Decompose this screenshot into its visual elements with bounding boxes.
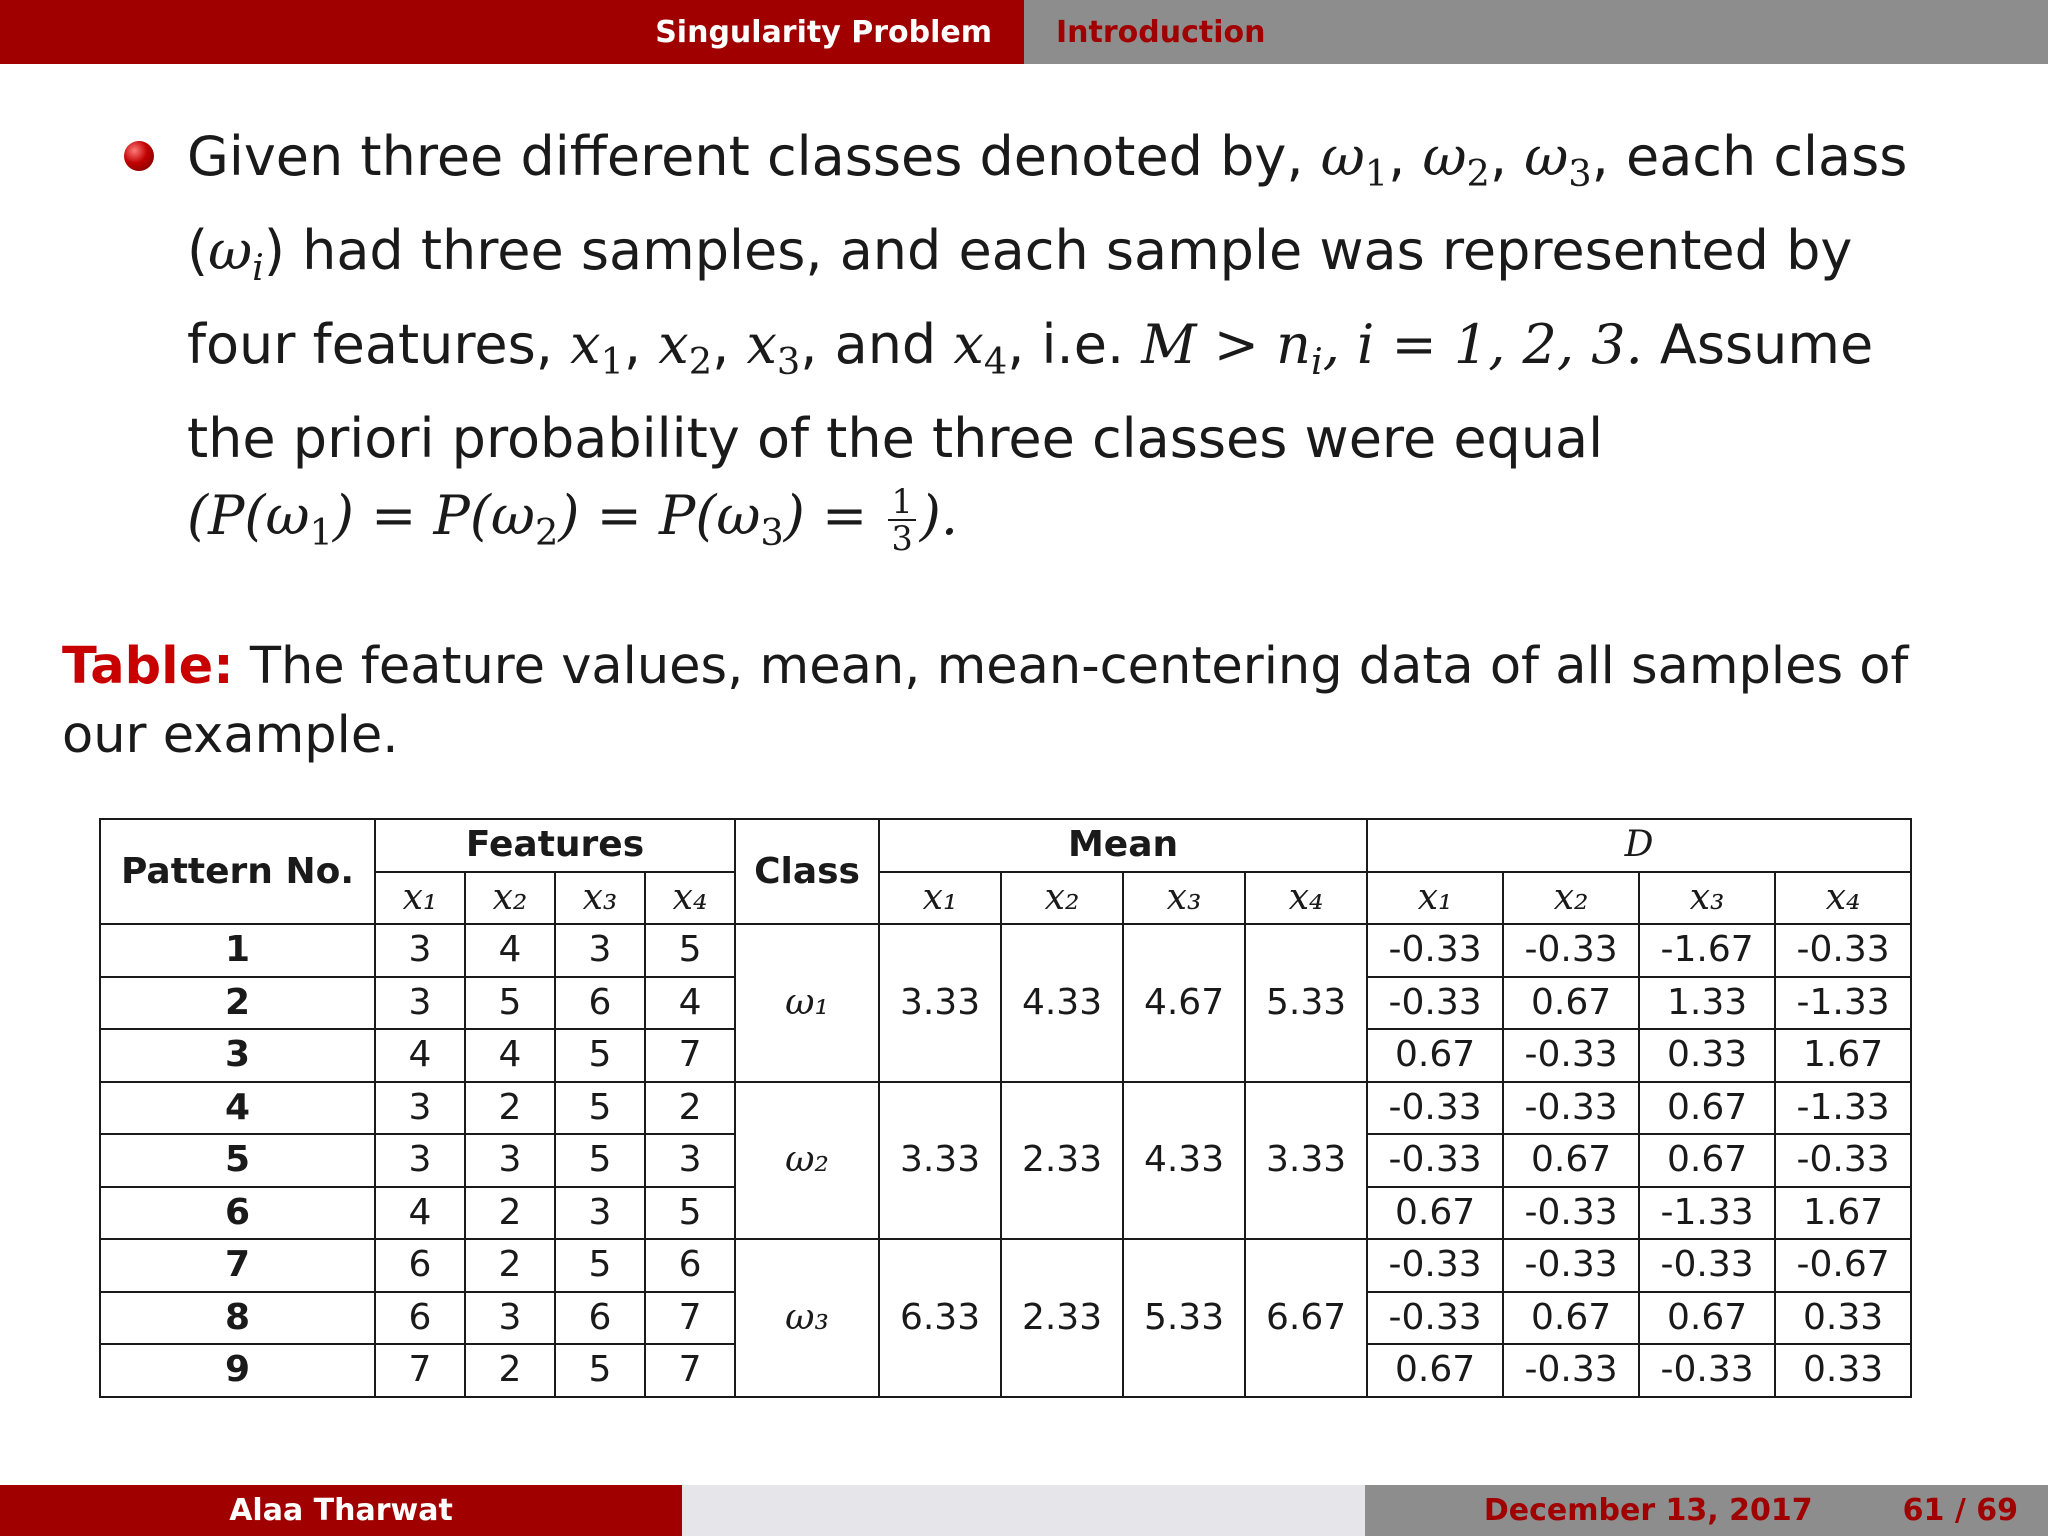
footer-date: December 13, 2017 — [1483, 1493, 1813, 1528]
d-value: -0.33 — [1503, 1239, 1639, 1292]
d-value: -0.33 — [1775, 1134, 1911, 1187]
header-class: Class — [735, 819, 879, 924]
mean-value: 5.33 — [1123, 1239, 1245, 1397]
feature-value: 3 — [375, 977, 465, 1030]
d-value: 0.67 — [1367, 1029, 1503, 1082]
pattern-no: 2 — [100, 977, 375, 1030]
mean-value: 4.67 — [1123, 924, 1245, 1082]
feature-value: 3 — [375, 924, 465, 977]
footer-author-box — [0, 1485, 682, 1536]
subheader-mean-x1: x₁ — [879, 872, 1001, 925]
subheader-d-x4: x₄ — [1775, 872, 1911, 925]
feature-value: 6 — [375, 1292, 465, 1345]
pattern-no: 9 — [100, 1344, 375, 1397]
bullet-ball-icon — [124, 141, 154, 171]
feature-value: 6 — [375, 1239, 465, 1292]
feature-value: 7 — [375, 1344, 465, 1397]
feature-value: 2 — [465, 1082, 555, 1135]
table-row — [100, 924, 1911, 977]
d-value: 0.33 — [1775, 1292, 1911, 1345]
d-value: 0.67 — [1503, 1134, 1639, 1187]
table-header-row — [100, 819, 1911, 872]
subheader-d-x3: x₃ — [1639, 872, 1775, 925]
pattern-no: 4 — [100, 1082, 375, 1135]
d-value: 1.33 — [1639, 977, 1775, 1030]
d-value: 1.67 — [1775, 1187, 1911, 1240]
d-value: 0.67 — [1639, 1082, 1775, 1135]
feature-value: 5 — [465, 977, 555, 1030]
bullet-point — [124, 118, 1954, 571]
subheader-mean-x3: x₃ — [1123, 872, 1245, 925]
feature-value: 6 — [645, 1239, 735, 1292]
d-value: -0.33 — [1503, 1344, 1639, 1397]
feature-value: 2 — [465, 1239, 555, 1292]
nav-section-title[interactable]: Singularity Problem — [655, 14, 992, 50]
mean-value: 2.33 — [1001, 1239, 1123, 1397]
table-caption — [62, 632, 1962, 770]
d-value: 0.67 — [1639, 1292, 1775, 1345]
d-value: 1.67 — [1775, 1029, 1911, 1082]
subheader-feature-x4: x₄ — [645, 872, 735, 925]
d-value: -1.33 — [1775, 1082, 1911, 1135]
d-value: -0.33 — [1775, 924, 1911, 977]
feature-value: 2 — [465, 1344, 555, 1397]
d-value: -1.67 — [1639, 924, 1775, 977]
subheader-d-x2: x₂ — [1503, 872, 1639, 925]
feature-value: 5 — [555, 1082, 645, 1135]
class-label: ω₁ — [735, 924, 879, 1082]
feature-value: 3 — [555, 1187, 645, 1240]
header-pattern-no: Pattern No. — [100, 819, 375, 924]
header-d: D — [1367, 819, 1911, 872]
fraction-one-third: $\frac{1}{3}$ — [888, 484, 915, 556]
nav-subsection — [1024, 0, 2048, 64]
table-row — [100, 1082, 1911, 1135]
d-value: -0.33 — [1639, 1239, 1775, 1292]
table-row — [100, 1239, 1911, 1292]
d-value: -0.33 — [1639, 1344, 1775, 1397]
feature-value: 5 — [645, 924, 735, 977]
pattern-no: 6 — [100, 1187, 375, 1240]
feature-value: 6 — [555, 1292, 645, 1345]
d-value: 0.33 — [1775, 1344, 1911, 1397]
feature-value: 5 — [555, 1344, 645, 1397]
d-value: 0.67 — [1503, 1292, 1639, 1345]
footer-bar — [0, 1485, 2048, 1536]
pattern-no: 7 — [100, 1239, 375, 1292]
d-value: 0.67 — [1503, 977, 1639, 1030]
feature-value: 3 — [375, 1134, 465, 1187]
top-navigation-bar — [0, 0, 2048, 64]
pattern-no: 5 — [100, 1134, 375, 1187]
footer-author: Alaa Tharwat — [229, 1493, 453, 1528]
d-value: 0.67 — [1367, 1344, 1503, 1397]
subheader-mean-x2: x₂ — [1001, 872, 1123, 925]
mean-value: 6.67 — [1245, 1239, 1367, 1397]
feature-value: 3 — [465, 1292, 555, 1345]
subheader-mean-x4: x₄ — [1245, 872, 1367, 925]
feature-value: 4 — [375, 1029, 465, 1082]
feature-value: 2 — [465, 1187, 555, 1240]
footer-date-box — [1365, 1485, 2048, 1536]
feature-table — [99, 818, 1912, 1398]
feature-value: 3 — [555, 924, 645, 977]
feature-value: 5 — [645, 1187, 735, 1240]
d-value: -0.33 — [1367, 1292, 1503, 1345]
header-mean: Mean — [879, 819, 1367, 872]
feature-value: 7 — [645, 1029, 735, 1082]
caption-text: The feature values, mean, mean-centering data of all samples of our example. — [62, 637, 1909, 765]
feature-value: 4 — [465, 1029, 555, 1082]
d-value: -0.33 — [1367, 924, 1503, 977]
subheader-feature-x2: x₂ — [465, 872, 555, 925]
subheader-feature-x1: x₁ — [375, 872, 465, 925]
d-value: -0.33 — [1503, 1187, 1639, 1240]
feature-value: 3 — [465, 1134, 555, 1187]
feature-value: 6 — [555, 977, 645, 1030]
mean-value: 2.33 — [1001, 1082, 1123, 1240]
d-value: -0.33 — [1367, 1239, 1503, 1292]
footer-page-number: 61 / 69 — [1902, 1493, 2018, 1528]
feature-value: 7 — [645, 1292, 735, 1345]
feature-value: 2 — [645, 1082, 735, 1135]
d-value: -1.33 — [1639, 1187, 1775, 1240]
bullet-text: Given three different classes denoted by, $\omega_1$, $\omega_2$, $\omega_3$, each class $(\omega_i)$ had three samples, and each sample was represented by four features, $x_1$, $x_2$, $x_3$, and $x_4$, i.e. $M > n_i$, i = 1, 2, 3. Assume the priori probability of the three classes were equal ($P(\omega_1) = P(\omega_2) = P(\omega_3)$ = $\frac{1}{3}$ ). — [187, 125, 1908, 559]
feature-value: 4 — [645, 977, 735, 1030]
d-value: -0.33 — [1367, 977, 1503, 1030]
mean-value: 4.33 — [1001, 924, 1123, 1082]
feature-value: 4 — [465, 924, 555, 977]
feature-value: 7 — [645, 1344, 735, 1397]
mean-value: 4.33 — [1123, 1082, 1245, 1240]
feature-value: 5 — [555, 1134, 645, 1187]
mean-value: 3.33 — [1245, 1082, 1367, 1240]
d-value: 0.67 — [1639, 1134, 1775, 1187]
mean-value: 6.33 — [879, 1239, 1001, 1397]
feature-value: 3 — [645, 1134, 735, 1187]
class-label: ω₃ — [735, 1239, 879, 1397]
d-value: -0.33 — [1367, 1082, 1503, 1135]
feature-value: 3 — [375, 1082, 465, 1135]
feature-value: 4 — [375, 1187, 465, 1240]
mean-value: 3.33 — [879, 924, 1001, 1082]
subheader-feature-x3: x₃ — [555, 872, 645, 925]
mean-value: 3.33 — [879, 1082, 1001, 1240]
mean-value: 5.33 — [1245, 924, 1367, 1082]
d-value: -0.33 — [1503, 1029, 1639, 1082]
d-value: 0.33 — [1639, 1029, 1775, 1082]
d-value: -0.33 — [1367, 1134, 1503, 1187]
d-value: -0.67 — [1775, 1239, 1911, 1292]
d-value: -1.33 — [1775, 977, 1911, 1030]
d-value: 0.67 — [1367, 1187, 1503, 1240]
d-value: -0.33 — [1503, 924, 1639, 977]
header-features: Features — [375, 819, 735, 872]
caption-label: Table: — [62, 637, 234, 696]
nav-section-active — [0, 0, 1024, 64]
d-value: -0.33 — [1503, 1082, 1639, 1135]
pattern-no: 8 — [100, 1292, 375, 1345]
pattern-no: 1 — [100, 924, 375, 977]
feature-value: 5 — [555, 1029, 645, 1082]
subheader-d-x1: x₁ — [1367, 872, 1503, 925]
nav-subsection-title[interactable]: Introduction — [1056, 14, 1266, 50]
class-label: ω₂ — [735, 1082, 879, 1240]
pattern-no: 3 — [100, 1029, 375, 1082]
feature-value: 5 — [555, 1239, 645, 1292]
footer-title-box — [682, 1485, 1365, 1536]
